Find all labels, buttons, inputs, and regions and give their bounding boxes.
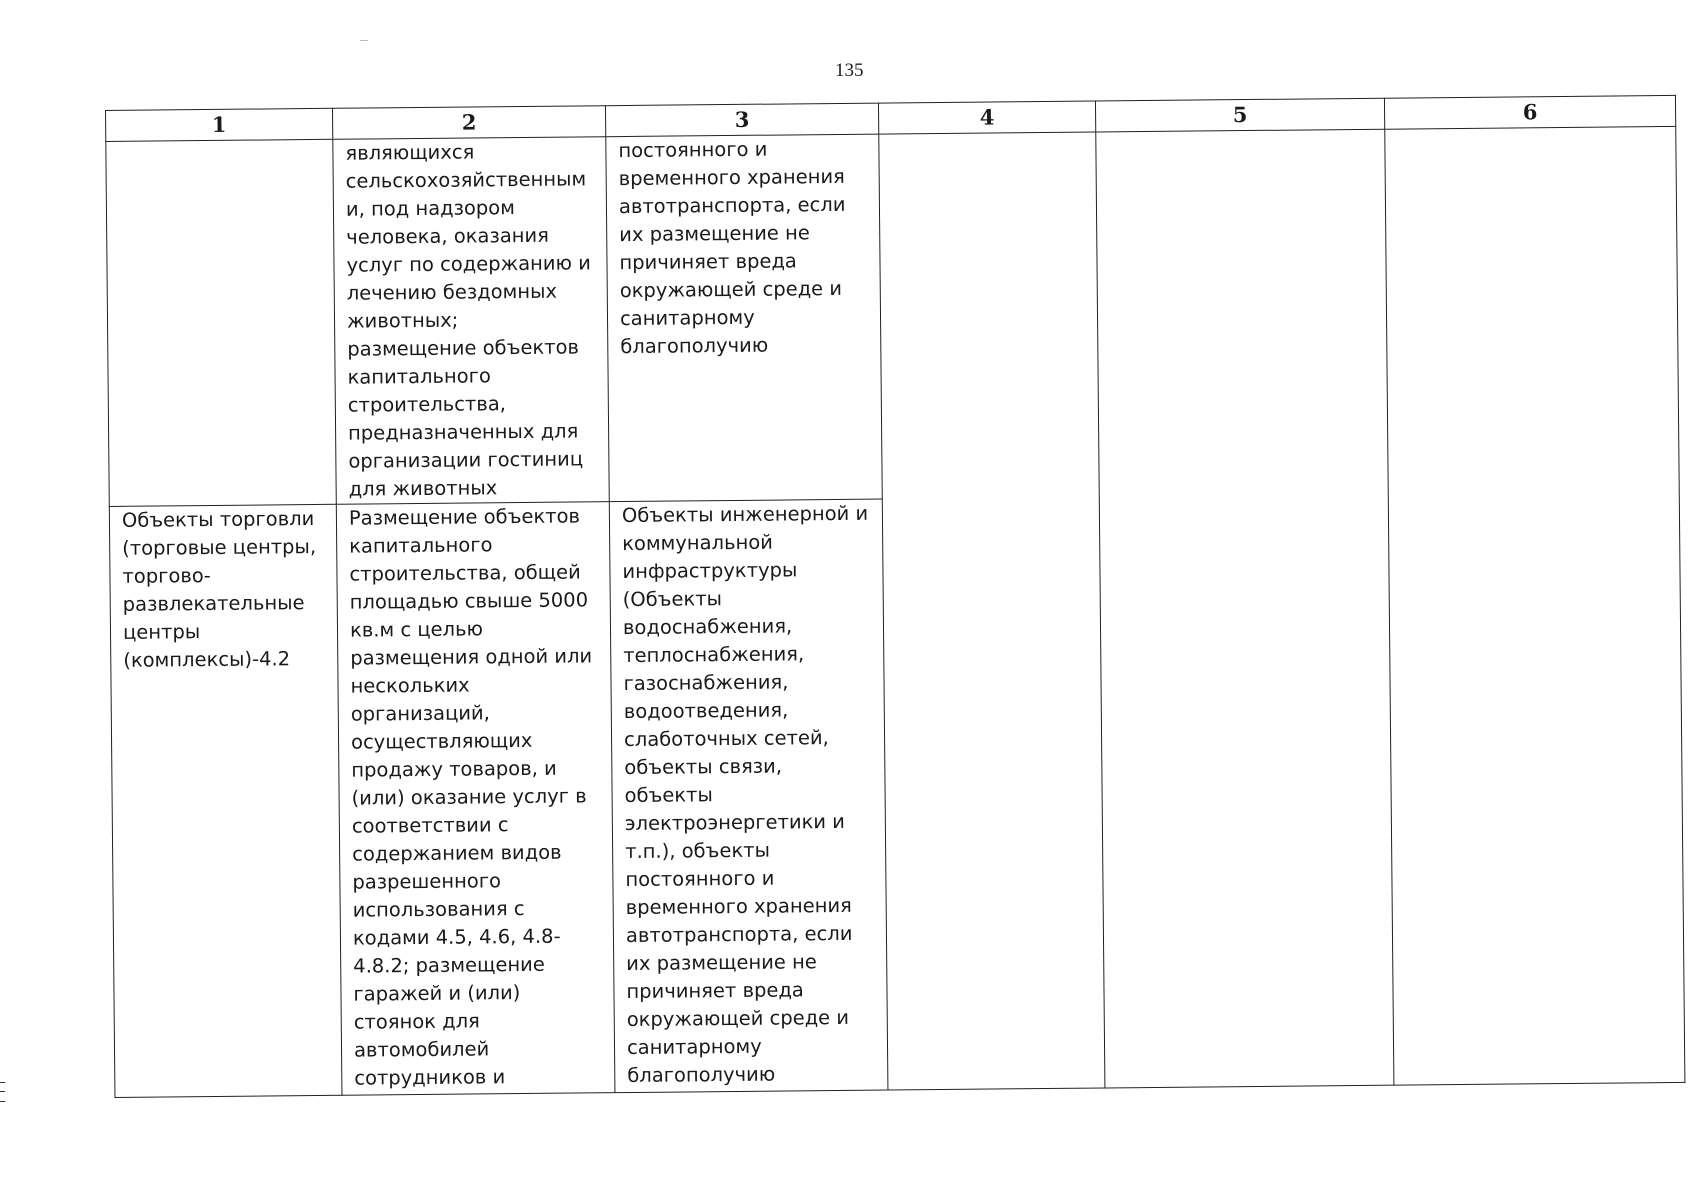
cell-text xyxy=(118,140,320,142)
table-cell xyxy=(606,134,882,502)
table-cell xyxy=(1385,126,1685,1085)
scan-edge-mark xyxy=(0,1082,5,1102)
cell-text: Объекты торговли (торговые центры, торгово- развлекательные центры (комплексы)-4.2 xyxy=(121,507,317,672)
cell-text: постоянного и временного хранения автотранспорта, если их размещение не причиняет вреда окружающей среде и санитарному благополучию xyxy=(618,137,846,359)
table-cell xyxy=(106,139,336,506)
cell-text xyxy=(891,133,1083,135)
document-sheet xyxy=(105,95,1684,1098)
cell-text: являющихся сельскохозяйственным и, под надзором человека, оказания услуг по содержанию и лечению бездомных животных; размещение объектов капитального строительства, предназначенных для организации гостиниц для животных xyxy=(345,140,591,501)
table-cell xyxy=(109,504,342,1097)
column-header: 6 xyxy=(1384,95,1675,129)
scan-artifact xyxy=(360,40,368,41)
table-cell xyxy=(336,502,615,1096)
table-cell xyxy=(1096,129,1394,1088)
page-number: 135 xyxy=(835,60,864,81)
table-cell xyxy=(609,499,888,1093)
column-header: 5 xyxy=(1095,98,1384,132)
table-cell xyxy=(333,137,609,505)
cell-text: Размещение объектов капитального строительства, общей площадью свыше 5000 кв.м с целью размещения одной или нескольких организаций, осуществляющих продажу товаров, и (или) оказание услуг в соответствии с содержанием видов разрешенного использования с кодами 4.5, 4.6, 4.8- 4.8.2; размещение гаражей и (или) стоянок для автомобилей сотрудников и xyxy=(348,504,593,1090)
column-header: 4 xyxy=(878,101,1095,134)
column-header: 3 xyxy=(605,103,878,137)
table-cell xyxy=(879,132,1105,1090)
column-header: 2 xyxy=(332,106,605,140)
zoning-table xyxy=(105,95,1685,1098)
column-header: 1 xyxy=(106,108,333,141)
table-row xyxy=(106,126,1679,506)
cell-text: Объекты инженерной и коммунальной инфраструктуры (Объекты водоснабжения, теплоснабжения, газоснабжения, водоотведения, слаботочных сетей, объекты связи, объекты электроэнергетики и т.п.), объекты постоянного и временного хранения автотранспорта, если их размещение не причиняет вреда окружающей среде и санитарному благополучию xyxy=(621,501,869,1088)
